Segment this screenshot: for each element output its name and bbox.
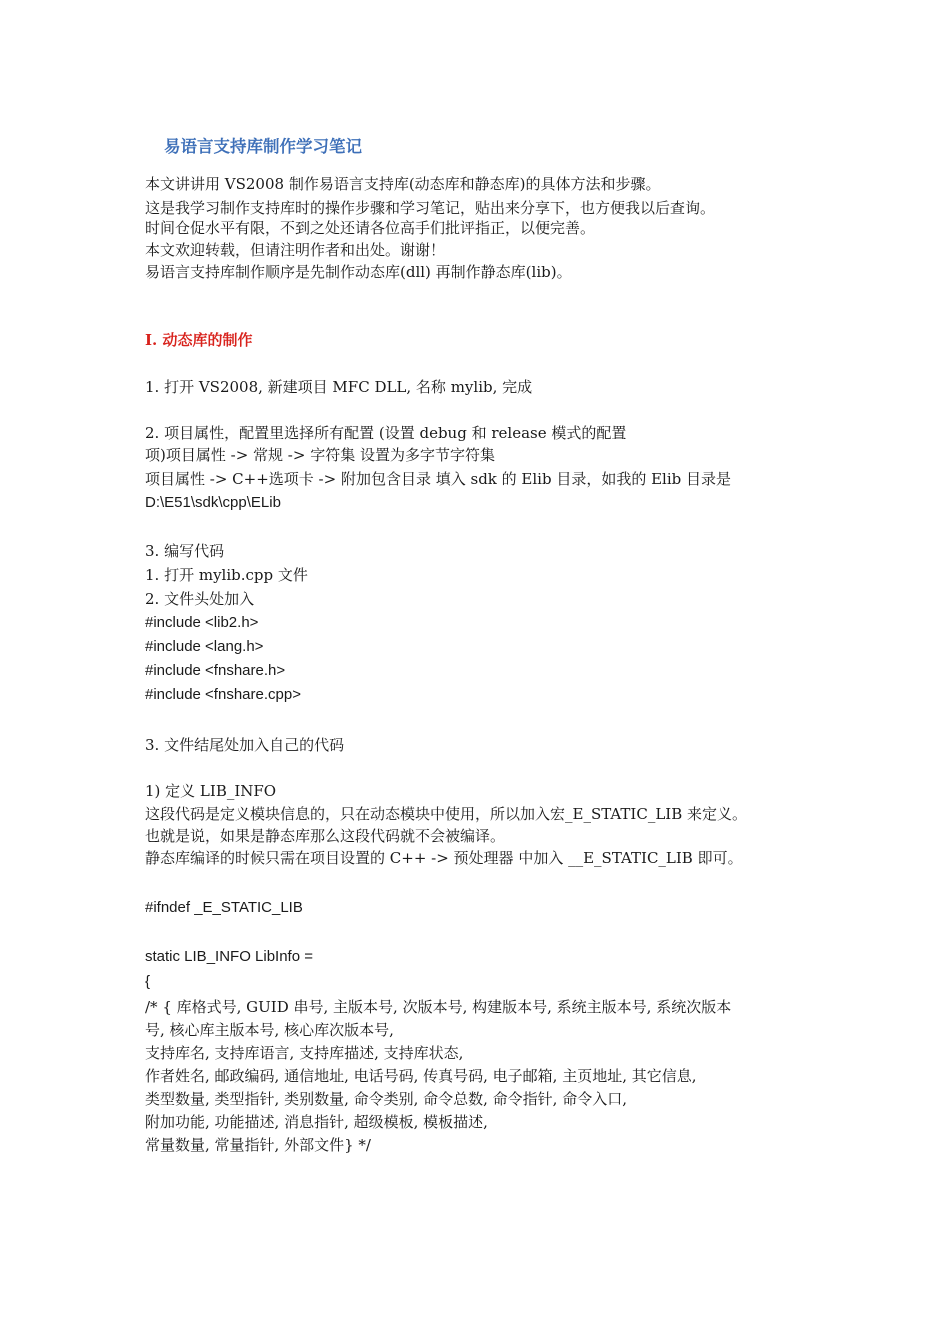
code-line: 类型数量, 类型指针, 类别数量, 命令类别, 命令总数, 命令指针, 命令入口, <box>145 1090 627 1108</box>
code-line: 支持库名, 支持库语言, 支持库描述, 支持库状态, <box>145 1044 464 1062</box>
code-line: 常量数量, 常量指针, 外部文件} */ <box>145 1136 371 1154</box>
define-line: 也就是说，如果是静态库那么这段代码就不会被编译。 <box>145 827 506 845</box>
define-line: 静态库编译的时候只需在项目设置的 C++ -> 预处理器 中加入 __E_STATIC_LIB 即可。 <box>145 849 743 867</box>
intro-line: 易语言支持库制作顺序是先制作动态库(dll) 再制作静态库(lib)。 <box>145 263 572 281</box>
code-line: 附加功能, 功能描述, 消息指针, 超级模板, 模板描述, <box>145 1113 488 1131</box>
code-line: static LIB_INFO LibInfo = <box>145 948 313 965</box>
step-line: 2. 文件头处加入 <box>145 590 255 608</box>
intro-line: 时间仓促水平有限，不到之处还请各位高手们批评指正，以便完善。 <box>145 219 596 237</box>
code-line: { <box>145 973 151 990</box>
step-line: 1. 打开 mylib.cpp 文件 <box>145 566 308 584</box>
intro-line: 这是我学习制作支持库时的操作步骤和学习笔记，贴出来分享下，也方便我以后查询。 <box>145 199 716 217</box>
intro-line: 本文讲讲用 VS2008 制作易语言支持库(动态库和静态库)的具体方法和步骤。 <box>145 175 661 193</box>
code-line: /* { 库格式号, GUID 串号, 主版本号, 次版本号, 构建版本号, 系统主版本号, 系统次版本 <box>145 998 732 1016</box>
path-line: D:\E51\sdk\cpp\ELib <box>145 494 281 511</box>
define-line: 这段代码是定义模块信息的，只在动态模块中使用，所以加入宏_E_STATIC_LIB 来定义。 <box>145 805 748 823</box>
step-line: 项)项目属性 -> 常规 -> 字符集 设置为多字节字符集 <box>145 446 495 464</box>
include-line: #include <fnshare.h> <box>145 662 286 679</box>
define-line: 1) 定义 LIB_INFO <box>145 782 277 800</box>
include-line: #include <lib2.h> <box>145 614 259 631</box>
intro-line: 本文欢迎转载，但请注明作者和出处。谢谢！ <box>145 241 446 259</box>
step-line: 3. 编写代码 <box>145 542 225 560</box>
code-line: 作者姓名, 邮政编码, 通信地址, 电话号码, 传真号码, 电子邮箱, 主页地址, 其它信息, <box>145 1067 697 1085</box>
include-line: #include <lang.h> <box>145 638 264 655</box>
document-title: 易语言支持库制作学习笔记 <box>164 137 362 156</box>
code-line: 号, 核心库主版本号, 核心库次版本号, <box>145 1021 394 1039</box>
code-line: #ifndef _E_STATIC_LIB <box>145 899 303 916</box>
include-line: #include <fnshare.cpp> <box>145 686 301 703</box>
section-heading: I. 动态库的制作 <box>145 331 253 349</box>
step-line: 2. 项目属性，配置里选择所有配置 (设置 debug 和 release 模式的配置 <box>145 424 627 442</box>
step-line: 项目属性 -> C++选项卡 -> 附加包含目录 填入 sdk 的 Elib 目录，如我的 Elib 目录是 <box>145 470 732 488</box>
step-line: 3. 文件结尾处加入自己的代码 <box>145 736 345 754</box>
step-line: 1. 打开 VS2008, 新建项目 MFC DLL, 名称 mylib, 完成 <box>145 378 533 396</box>
